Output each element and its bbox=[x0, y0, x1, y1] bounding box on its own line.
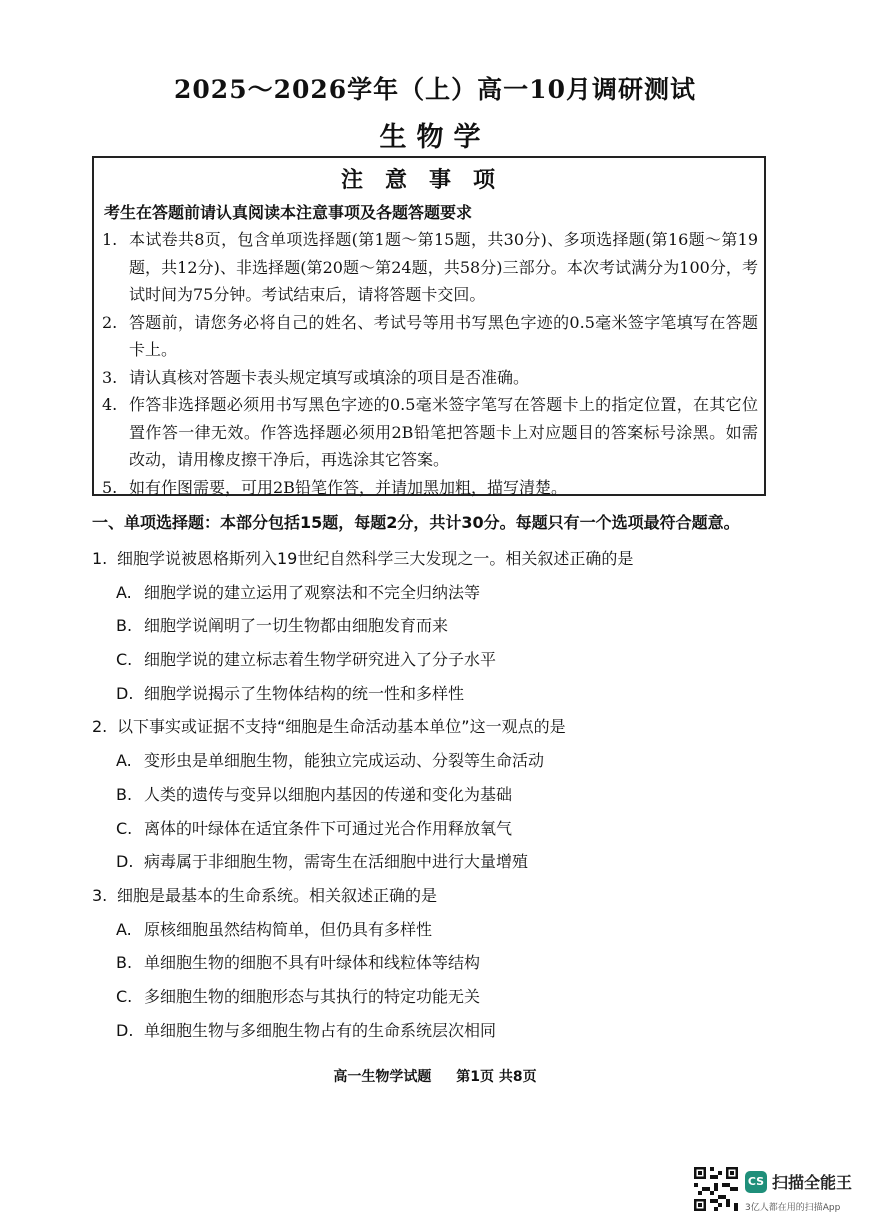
notice-item bbox=[102, 364, 758, 392]
notice-item bbox=[102, 226, 758, 309]
question-number: 1. bbox=[92, 549, 108, 568]
notice-item-number: 4. bbox=[102, 395, 118, 414]
question-option bbox=[92, 950, 782, 984]
question-option bbox=[92, 917, 782, 951]
question-option bbox=[92, 782, 782, 816]
question-text: 细胞是最基本的生命系统。相关叙述正确的是 bbox=[117, 885, 438, 905]
subject-title: 生物学 bbox=[379, 122, 491, 153]
notice-item bbox=[102, 474, 758, 502]
notice-intro: 考生在答题前请认真阅读本注意事项及各题答题要求 bbox=[104, 203, 473, 222]
scanner-watermark bbox=[694, 1167, 864, 1225]
notice-item-number: 1. bbox=[102, 230, 118, 249]
section-heading: 一、单项选择题：本部分包括15题，每题2分，共计30分。每题只有一个选项最符合题意。 bbox=[92, 513, 740, 532]
question-text: 以下事实或证据不支持“细胞是生命活动基本单位”这一观点的是 bbox=[117, 717, 566, 737]
option-text: 原核细胞虽然结构简单，但仍具有多样性 bbox=[144, 919, 433, 939]
notice-item-text: 作答非选择题必须用书写黑色字迹的0.5毫米签字笔写在答题卡上的指定位置，在其它位置作答一律无效。作答选择题必须用2B铅笔把答题卡上对应题目的答案标号涂黑。如需改动，请用橡皮擦干净后，再选涂其它答案。 bbox=[129, 395, 758, 469]
option-letter: B. bbox=[116, 616, 133, 636]
question-number: 2. bbox=[92, 717, 108, 737]
notice-item-text: 如有作图需要，可用2B铅笔作答，并请加黑加粗，描写清楚。 bbox=[129, 477, 567, 497]
footer-page-info: 第1页 共8页 bbox=[456, 1069, 537, 1085]
notice-item-number: 2. bbox=[102, 312, 118, 332]
notice-item-text: 答题前，请您务必将自己的姓名、考试号等用书写黑色字迹的0.5毫米签字笔填写在答题卡上。 bbox=[129, 312, 758, 359]
question bbox=[92, 883, 782, 1051]
page-title: 2025～2026学年（上）高一10月调研测试 bbox=[174, 75, 696, 104]
notice-item-number: 3. bbox=[102, 367, 118, 387]
notice-item-text: 请认真核对答题卡表头规定填写或填涂的项目是否准确。 bbox=[129, 367, 530, 387]
option-text: 人类的遗传与变异以细胞内基因的传递和变化为基础 bbox=[144, 784, 513, 804]
option-text: 单细胞生物的细胞不具有叶绿体和线粒体等结构 bbox=[144, 953, 481, 973]
notice-box bbox=[92, 156, 766, 496]
option-text: 细胞学说揭示了生物体结构的统一性和多样性 bbox=[144, 683, 465, 703]
option-letter: B. bbox=[116, 784, 133, 804]
option-text: 多细胞生物的细胞形态与其执行的特定功能无关 bbox=[144, 986, 481, 1006]
option-letter: C. bbox=[116, 650, 133, 670]
question-option bbox=[92, 613, 782, 647]
camscanner-logo-icon: CS bbox=[745, 1171, 767, 1193]
question-option bbox=[92, 647, 782, 681]
option-letter: A. bbox=[116, 751, 132, 771]
scanner-app-slogan: 3亿人都在用的扫描App bbox=[745, 1203, 841, 1213]
notice-item bbox=[102, 391, 758, 474]
option-text: 变形虫是单细胞生物，能独立完成运动、分裂等生命活动 bbox=[144, 751, 545, 771]
notice-title: 注意事项 bbox=[340, 167, 517, 193]
notice-item bbox=[102, 309, 758, 364]
question-stem bbox=[92, 546, 782, 580]
question-option bbox=[92, 816, 782, 850]
question-list bbox=[92, 546, 782, 1051]
option-letter: B. bbox=[116, 953, 133, 973]
page-footer bbox=[0, 1066, 870, 1086]
scanner-app-name: 扫描全能王 bbox=[772, 1173, 853, 1192]
notice-item-number: 5. bbox=[102, 477, 118, 497]
question bbox=[92, 714, 782, 882]
question-option bbox=[92, 849, 782, 883]
option-letter: D. bbox=[116, 683, 134, 703]
question-stem bbox=[92, 714, 782, 748]
question bbox=[92, 546, 782, 714]
option-text: 病毒属于非细胞生物，需寄生在活细胞中进行大量增殖 bbox=[144, 852, 529, 872]
question-option bbox=[92, 1018, 782, 1052]
question-option bbox=[92, 580, 782, 614]
option-letter: D. bbox=[116, 852, 134, 872]
option-text: 离体的叶绿体在适宜条件下可通过光合作用释放氧气 bbox=[144, 818, 513, 838]
option-letter: C. bbox=[116, 986, 133, 1006]
option-letter: A. bbox=[116, 919, 132, 939]
option-letter: C. bbox=[116, 818, 133, 838]
question-stem bbox=[92, 883, 782, 917]
question-option bbox=[92, 984, 782, 1018]
question-number: 3. bbox=[92, 885, 108, 905]
question-option bbox=[92, 681, 782, 715]
footer-paper-name: 高一生物学试题 bbox=[333, 1069, 432, 1085]
option-letter: D. bbox=[116, 1020, 134, 1040]
qr-code-icon bbox=[694, 1167, 738, 1211]
option-letter: A. bbox=[116, 582, 132, 602]
question-text: 细胞学说被恩格斯列入19世纪自然科学三大发现之一。相关叙述正确的是 bbox=[117, 549, 634, 568]
option-text: 细胞学说阐明了一切生物都由细胞发育而来 bbox=[144, 616, 449, 636]
notice-list bbox=[102, 226, 758, 501]
option-text: 细胞学说的建立标志着生物学研究进入了分子水平 bbox=[144, 650, 497, 670]
notice-item-text: 本试卷共8页，包含单项选择题(第1题～第15题，共30分)、多项选择题(第16题～第19题，共12分)、非选择题(第20题～第24题，共58分)三部分。本次考试满分为100分，考试时间为75分钟。考试结束后，请将答题卡交回。 bbox=[129, 230, 758, 304]
question-option bbox=[92, 748, 782, 782]
option-text: 细胞学说的建立运用了观察法和不完全归纳法等 bbox=[144, 582, 481, 602]
option-text: 单细胞生物与多细胞生物占有的生命系统层次相同 bbox=[144, 1020, 497, 1040]
